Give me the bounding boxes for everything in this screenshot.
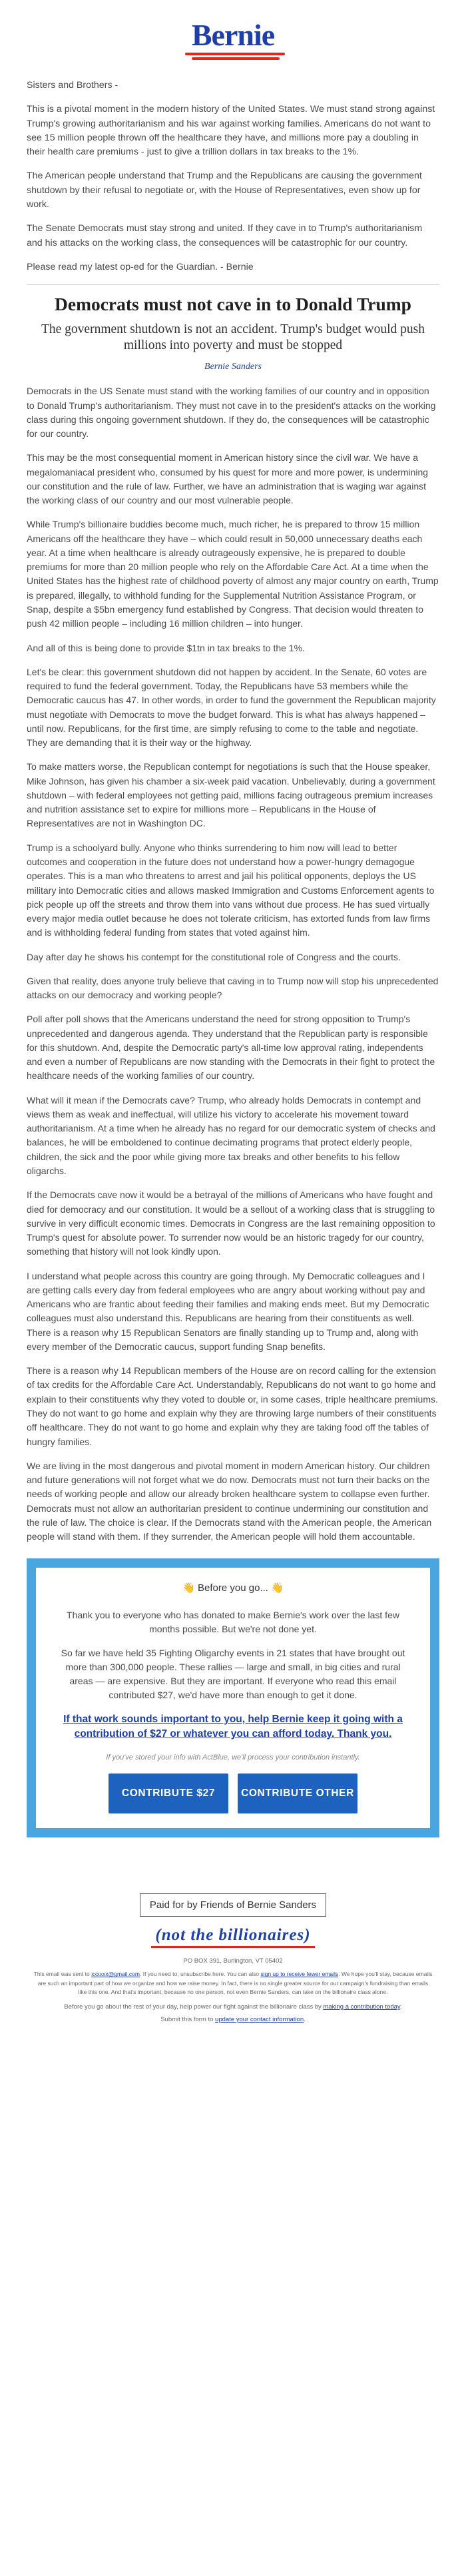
waving-hand-icon: 👋 xyxy=(182,1582,195,1594)
article-paragraph: Day after day he shows his contempt for the constitutional role of Congress and the courts. xyxy=(27,951,401,962)
article-paragraph: Let's be clear: this government shutdown did not happen by accident. In the Senate, 60 votes are required to fund the federal government. Today, the Republicans have 53 members while the Democratic caucus has 47. In other words, in order to fund the government the Republican majority must negotiate with Democrats to move the budget forward. This is what has always happened – until now. Republicans, for the first time, are simply refusing to come to the table and negotiate. They are demanding that it is their way or the highway. xyxy=(27,666,436,749)
bernie-logo[interactable] xyxy=(177,20,289,60)
logo-stripe-icon xyxy=(192,57,280,60)
article-paragraph: Trump is a schoolyard bully. Anyone who thinks surrendering to him now will lead to better outcomes and cooperation in the future does not understand how a power-hungry demagogue operates. This is a man who threatens to arrest and jail his political opponents, deploys the US military into Democratic cities and allows masked Immigration and Customs Enforcement agents to pick people up off the streets and throw them into vans without due process. He has sued virtually every major media outlet because he does not tolerate criticism, has extorted funds from law firms and is withholding federal funding from states that voted against him. xyxy=(27,842,435,938)
paid-for-box: Paid for by Friends of Bernie Sanders xyxy=(140,1893,326,1917)
actblue-note: If you've stored your info with ActBlue, we'll process your contribution instantly. xyxy=(106,1753,360,1762)
fine-text: Before you go about the rest of your day, help power our fight against the billionaire class by xyxy=(64,2003,322,2011)
recipient-email: xxxxxx@gmail.com xyxy=(91,1971,140,1978)
unsubscribe-text xyxy=(33,1970,433,1997)
intro-signoff: Please read my latest op-ed for the Guardian. - Bernie xyxy=(27,261,254,272)
stamp-text: (not the billionaires) xyxy=(151,1926,314,1948)
before-you-go xyxy=(53,1581,413,1596)
intro-paragraph: The American people understand that Trump and the Republicans are causing the government shutdown by their refusal to negotiate or, with the House of Representatives, even show up for work. xyxy=(27,170,422,210)
article-paragraph: And all of this is being done to provide $1tn in tax breaks to the 1%. xyxy=(27,642,305,653)
article-paragraph: What will it mean if the Democrats cave? Trump, who already holds Democrats in contempt and views them as weak and ineffectual, will utilize his victory to accelerate his movement toward authoritarianism. At a time when he already has no regard for our democratic system of checks and balances, he will be emboldened to continue decimating programs that protect elderly people, children, the sick and the poor while giving more tax breaks and other benefits to his fellow oligarchs. xyxy=(27,1094,435,1177)
contribution-line: Before you go about the rest of your day, help power our fight against the billionaire class by making a contribution today. xyxy=(64,2003,402,2011)
button-row xyxy=(53,1773,413,1813)
intro-paragraph: This is a pivotal moment in the modern history of the United States. We must stand strong against Trump's growing authoritarianism and his war against working families. Americans do not want to see 15 million people thrown off the healthcare they have, and millions more pay a doubling in their health care premiums - just to give a trillion dollars in tax breaks to the 1%. xyxy=(27,104,435,158)
donate-card xyxy=(36,1568,430,1828)
fine-text: Submit this form to xyxy=(160,2015,214,2023)
header xyxy=(27,0,439,69)
contribute-other-button[interactable]: CONTRIBUTE OTHER xyxy=(238,1773,357,1813)
article-paragraph: There is a reason why 14 Republican members of the House are on record calling for the extension of tax credits for the Affordable Care Act. Understandably, Republicans do not want to go home and explain to their constituents why they voted to double or, in some cases, triple healthcare premiums. They do not want to go home and explain why they are throwing large numbers of their constituents off healthcare. They do not want to go home and explain why they are taking food off the tables of hungry families. xyxy=(27,1365,438,1447)
article-paragraph: I understand what people across this country are going through. My Democratic colleagues and I are getting calls every day from federal employees who are angry about working without pay and Americans who are frantic about feeding their families and making ends meet. But my Democratic colleagues must also understand this. Republicans are hearing from their constituents as well. There is a reason why 15 Republican Senators are finally standing up to Trump and, along with every member of the Democratic caucus, support funding Snap benefits. xyxy=(27,1270,429,1352)
donate-link[interactable]: If that work sounds important to you, help Bernie keep it going with a contribution of $27 or whatever you can afford today. Thank you. xyxy=(63,1713,403,1740)
article-headline: Democrats must not cave in to Donald Trump xyxy=(55,294,411,315)
divider xyxy=(27,284,439,285)
contribution-link[interactable]: making a contribution today xyxy=(323,2003,400,2011)
donate-thanks: Thank you to everyone who has donated to make Bernie's work over the last few months possible. But we're not done yet. xyxy=(67,1609,399,1634)
logo-text: Bernie xyxy=(191,18,275,52)
paid-for-row xyxy=(27,1864,439,1917)
donate-box xyxy=(27,1558,439,1837)
article-paragraph: This may be the most consequential moment in American history since the civil war. We have a megalomaniacal president who, consumed by his quest for more and more power, is undermining our constitution and the rule of law. Further, we have an administration that is waging war against the working class of our country and our most vulnerable people. xyxy=(27,452,429,506)
article-paragraph: While Trump's billionaire buddies become much, much richer, he is prepared to throw 15 million Americans off the healthcare they have – which could result in 50,000 unnecessary deaths each year. At a time when healthcare is already outrageously expensive, he is prepared to double premiums for more than 20 million people who rely on the Affordable Care Act. At a time when the United States has the highest rate of childhood poverty of almost any major country on earth, Trump is prepared, illegally, to withhold funding for the Supplemental Nutrition Assistance Program, or Snap, despite a $5bn emergency fund established by Congress. That decision would threaten to push 42 million people – including 16 million children – into hunger. xyxy=(27,519,439,629)
article-paragraph: We are living in the most dangerous and pivotal moment in modern American history. Our children and future generations will not forget what we do now. Democrats must not turn their backs on the needs of working people and allow our already broken healthcare system to collapse even further. Democrats must not allow an authoritarian president to continue undermining our constitution and the rule of law. The choice is clear. If the Democrats stand with the American people, the American people will stand with them. If they surrender, the American people will hold them accountable. xyxy=(27,1460,432,1542)
update-info-line: Submit this form to update your contact information. xyxy=(160,2015,306,2023)
fine-text: . We hope you'll stay, because emails are such an important part of how we organize and how we raise money. In fact, there is no single greater source for our campaign's fundraising than emails like this one. And that's important, because no one person, not even Bernie Sanders, can take on the billionaire class alone. xyxy=(37,1971,433,1995)
waving-hand-icon: 👋 xyxy=(271,1582,284,1594)
intro-letter xyxy=(27,69,439,274)
logo-stripe-icon xyxy=(185,53,285,55)
not-the-billionaires-stamp xyxy=(27,1926,439,1948)
article-paragraph: If the Democrats cave now it would be a betrayal of the millions of Americans who have fought and died for democracy and our constitution. It would be a sellout of a working class that is struggling to survive in very difficult economic times. Democrats in Congress are the last remaining opposition to Trump's quest for absolute power. To surrender now would be an historic tragedy for our country, something that history will not look kindly upon. xyxy=(27,1189,435,1257)
before-you-go-text: Before you go... xyxy=(198,1582,268,1594)
article-byline: Bernie Sanders xyxy=(204,362,262,372)
salutation: Sisters and Brothers - xyxy=(27,80,118,91)
article-subheadline: The government shutdown is not an accident. Trump's budget would push millions into poverty and must be stopped xyxy=(41,322,425,352)
article-paragraph: Poll after poll shows that the Americans understand the need for strong opposition to Trump's unprecedented and dangerous agenda. They understand that the Republican party is responsible for this shutdown. And, despite the Democratic party's all-time low approval rating, independents and even a number of Republicans are now standing with the Democrats in their fight to protect the healthcare needs of the working families of our country. xyxy=(27,1014,435,1082)
article-paragraph: To make matters worse, the Republican contempt for negotiations is such that the House speaker, Mike Johnson, has given his chamber a six-week paid vacation. Unbelievably, during a government shutdown – with federal employees not getting paid, millions facing outrageous premium increases and nutrition assistance set to expire for millions more – Republicans in the House of Representatives are not in Washington DC. xyxy=(27,761,435,829)
intro-paragraph: The Senate Democrats must stay strong and united. If they cave in to Trump's authoritarianism and his attacks on the working class, the consequences will be catastrophic for our country. xyxy=(27,223,423,248)
article-paragraph: Given that reality, does anyone truly believe that caving in to Trump now will stop his unprecedented attacks on our democracy and working people? xyxy=(27,975,439,1001)
mailing-address: PO BOX 391, Burlington, VT 05402 xyxy=(183,1957,283,1965)
fine-text: . If you need to, unsubscribe here. You can also xyxy=(139,1971,260,1978)
contribute-27-button[interactable]: CONTRIBUTE $27 xyxy=(109,1773,228,1813)
fewer-emails-link[interactable]: sign up to receive fewer emails xyxy=(260,1971,339,1978)
update-contact-link[interactable]: update your contact information xyxy=(215,2015,304,2023)
article xyxy=(27,294,439,1544)
article-paragraph: Democrats in the US Senate must stand with the working families of our country and in opposition to Donald Trump's authoritarianism. They must not cave in to the president's attacks on the working class during this ongoing government shutdown. If they do, the consequences will be catastrophic for our country. xyxy=(27,386,436,440)
fine-text: This email was sent to xyxy=(33,1971,90,1978)
donate-details: So far we have held 35 Fighting Oligarchy events in 21 states that have brought out more than 300,000 people. These rallies — large and small, in big cities and rural areas — are expensive. But they are important. If everyone who read this email contributed $27, we'd have more than enough to get it done. xyxy=(61,1647,405,1700)
